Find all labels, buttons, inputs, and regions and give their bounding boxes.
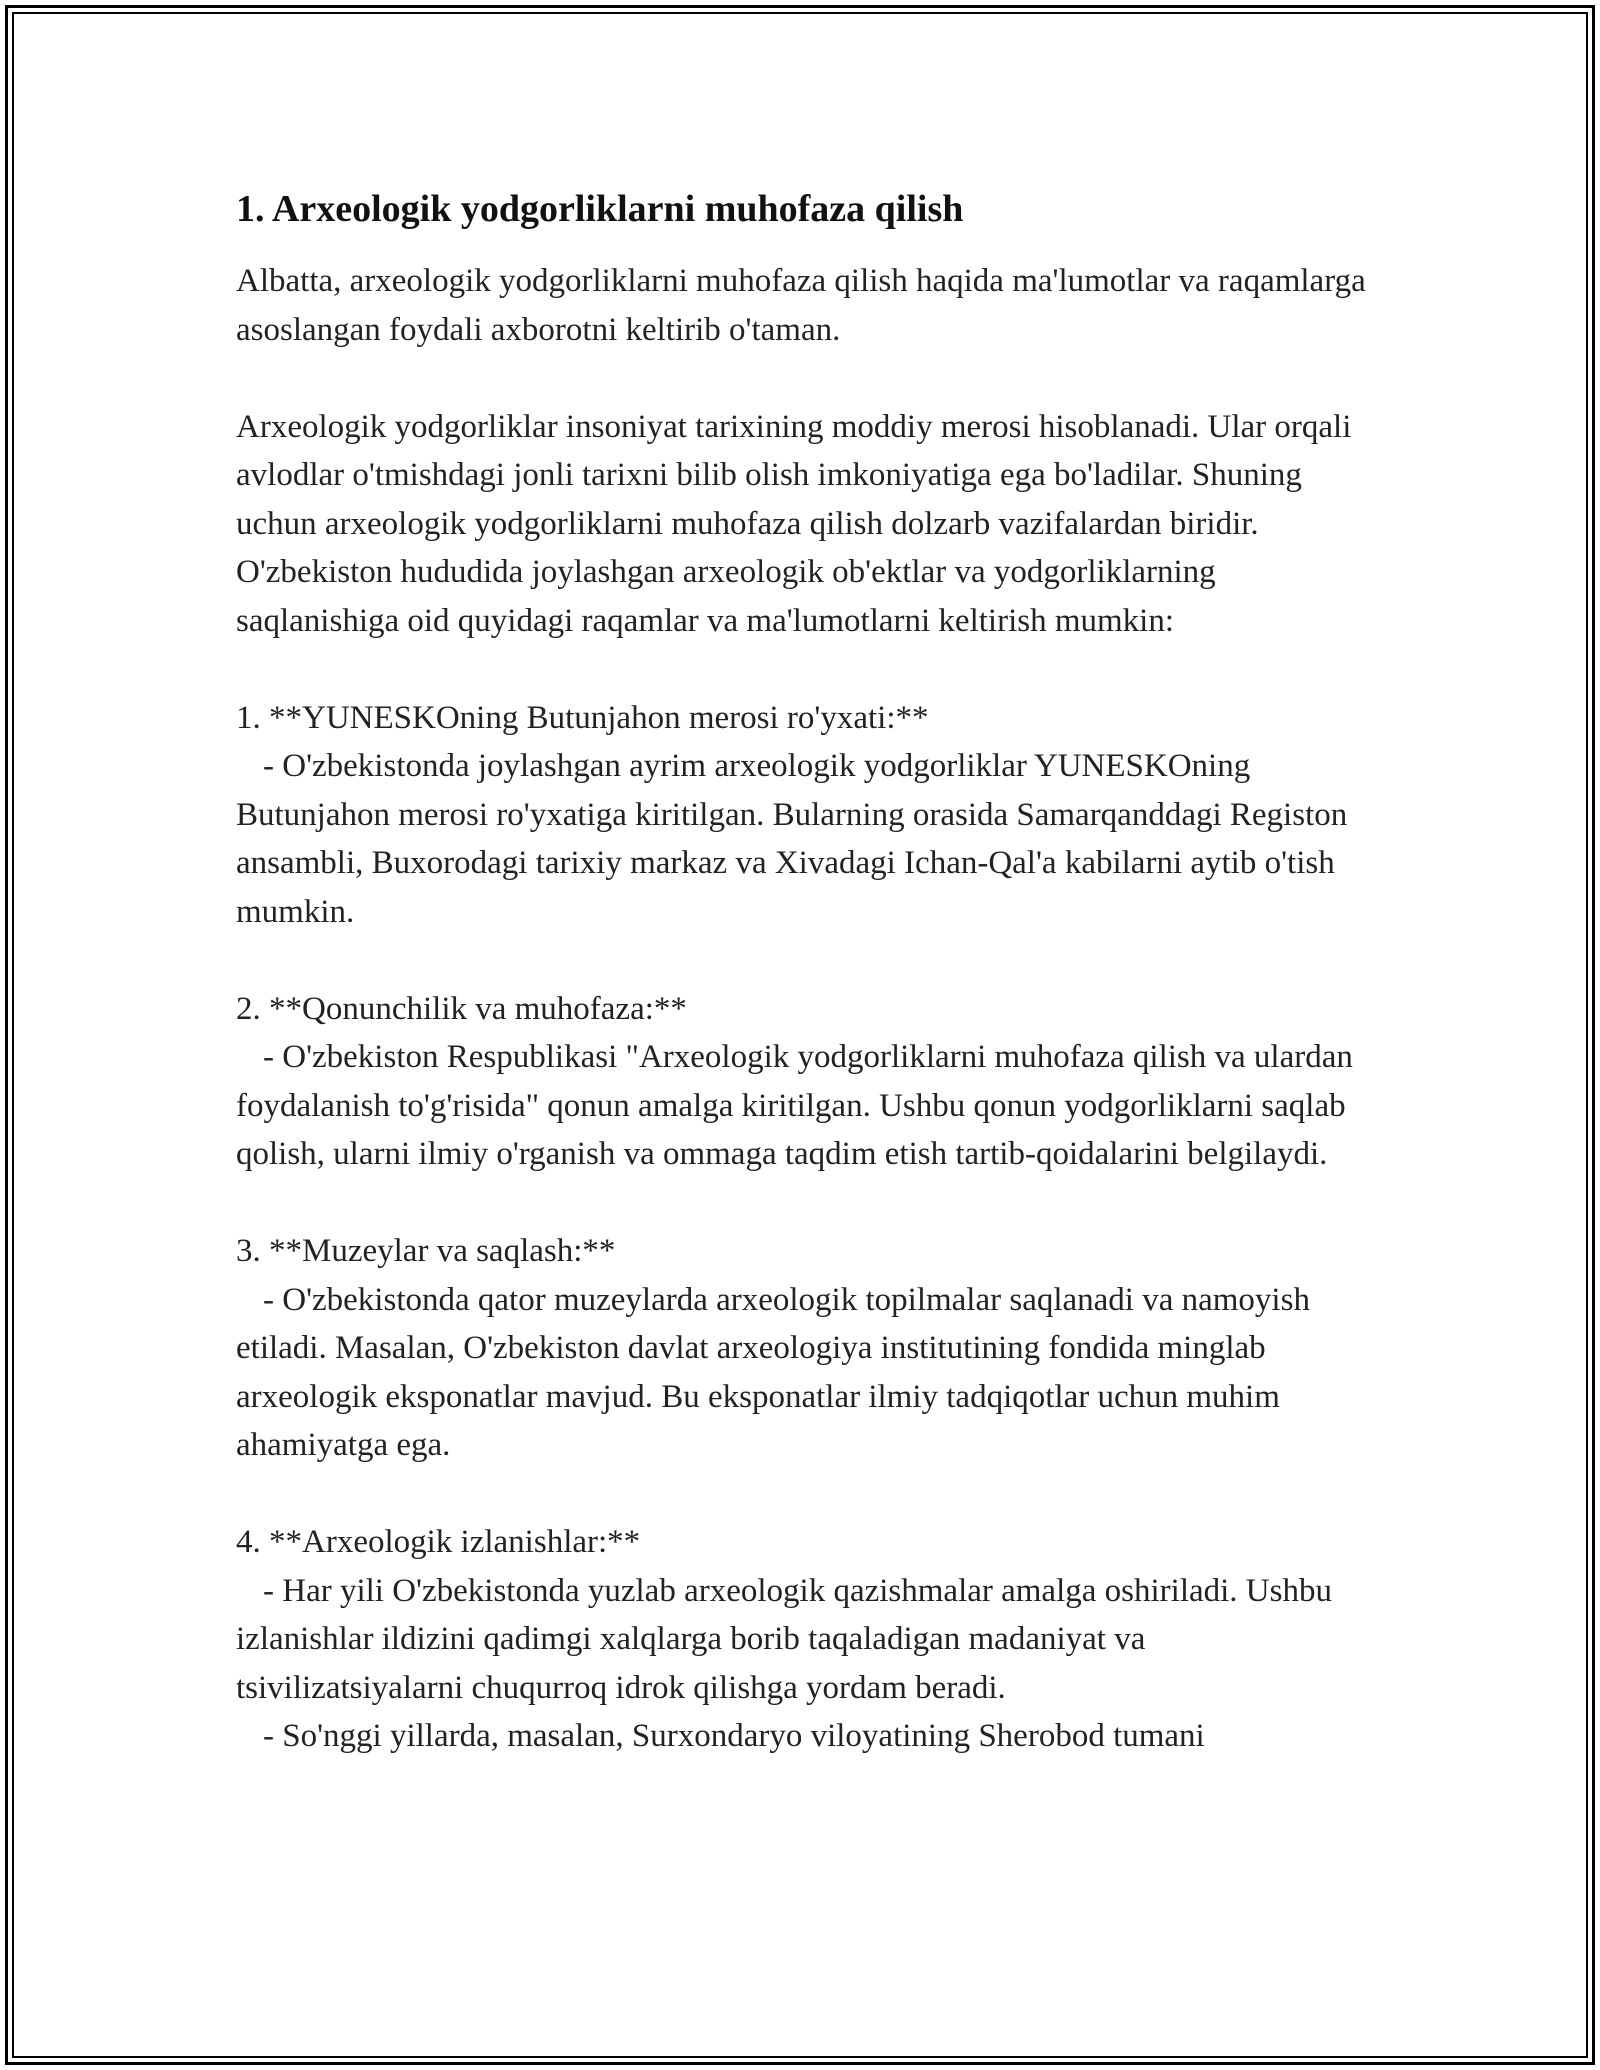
section-bullet: - So'nggi yillarda, masalan, Surxondaryo viloyatining Sherobod tumani (263, 1718, 1205, 1754)
document-title: 1. Arxeologik yodgorliklarni muhofaza qilish (236, 188, 964, 230)
section-heading: 1. **YUNESKOning Butunjahon merosi ro'yxati:** (236, 699, 929, 736)
section-legislation (236, 985, 1366, 1179)
section-bullet: - O'zbekistonda qator muzeylarda arxeologik topilmalar saqlanadi va namoyish etiladi. Masalan, O'zbekiston davlat arxeologiya institutining fondida minglab arxeologik eksponatlar mavjud. Bu eksponatlar ilmiy tadqiqotlar uchun muhim ahamiyatga ega. (236, 1281, 1319, 1463)
paragraph-gap (236, 1179, 1366, 1228)
section-bullet: - O'zbekistonda joylashgan ayrim arxeologik yodgorliklar YUNESKOning Butunjahon merosi ro'yxatiga kiritilgan. Bularning orasida Samarqanddagi Registon ansambli, Buxorodagi tarixiy markaz va Xivadagi Ichan-Qal'a kabilarni aytib o'tish mumkin. (236, 748, 1356, 930)
paragraph-gap (236, 936, 1366, 985)
paragraph-gap (236, 354, 1366, 403)
section-bullet: - O'zbekiston Respublikasi "Arxeologik yodgorliklarni muhofaza qilish va ulardan foydalanish to'g'risida" qonun amalga kiritilgan. Ushbu qonun yodgorliklarni saqlab qolish, ularni ilmiy o'rganish va ommaga taqdim etish tartib-qoidalarini belgilaydi. (236, 1039, 1362, 1172)
section-heading: 4. **Arxeologik izlanishlar:** (236, 1524, 641, 1560)
paragraph-gap (236, 1470, 1366, 1519)
section-bullet: - Har yili O'zbekistonda yuzlab arxeologik qazishmalar amalga oshiriladi. Ushbu izlanishlar ildizini qadimgi xalqlarga borib taqaladigan madaniyat va tsivilizatsiyalarni chuqurroq idrok qilishga yordam beradi. (236, 1572, 1341, 1706)
section-heading: 2. **Qonunchilik va muhofaza:** (236, 990, 687, 1027)
section-heading: 3. **Muzeylar va saqlash:** (236, 1233, 616, 1269)
document-body (236, 185, 1374, 1761)
section-unesco (236, 694, 1366, 937)
section-excavations (236, 1518, 1366, 1761)
section-museums (236, 1227, 1366, 1470)
intro-paragraph: Albatta, arxeologik yodgorliklarni muhofaza qilish haqida ma'lumotlar va raqamlarga asoslangan foydali axborotni keltirib o'taman. (236, 263, 1374, 348)
overview-paragraph: Arxeologik yodgorliklar insoniyat tarixining moddiy merosi hisoblanadi. Ular orqali avlodlar o'tmishdagi jonli tarixni bilib olish imkoniyatiga ega bo'ladilar. Shuning uchun arxeologik yodgorliklarni muhofaza qilish dolzarb vazifalardan biridir. O'zbekiston hududida joylashgan arxeologik ob'ektlar va yodgorliklarning saqlanishiga oid quyidagi raqamlar va ma'lumotlarni keltirish mumkin: (236, 408, 1360, 639)
paragraph-gap (236, 645, 1366, 694)
